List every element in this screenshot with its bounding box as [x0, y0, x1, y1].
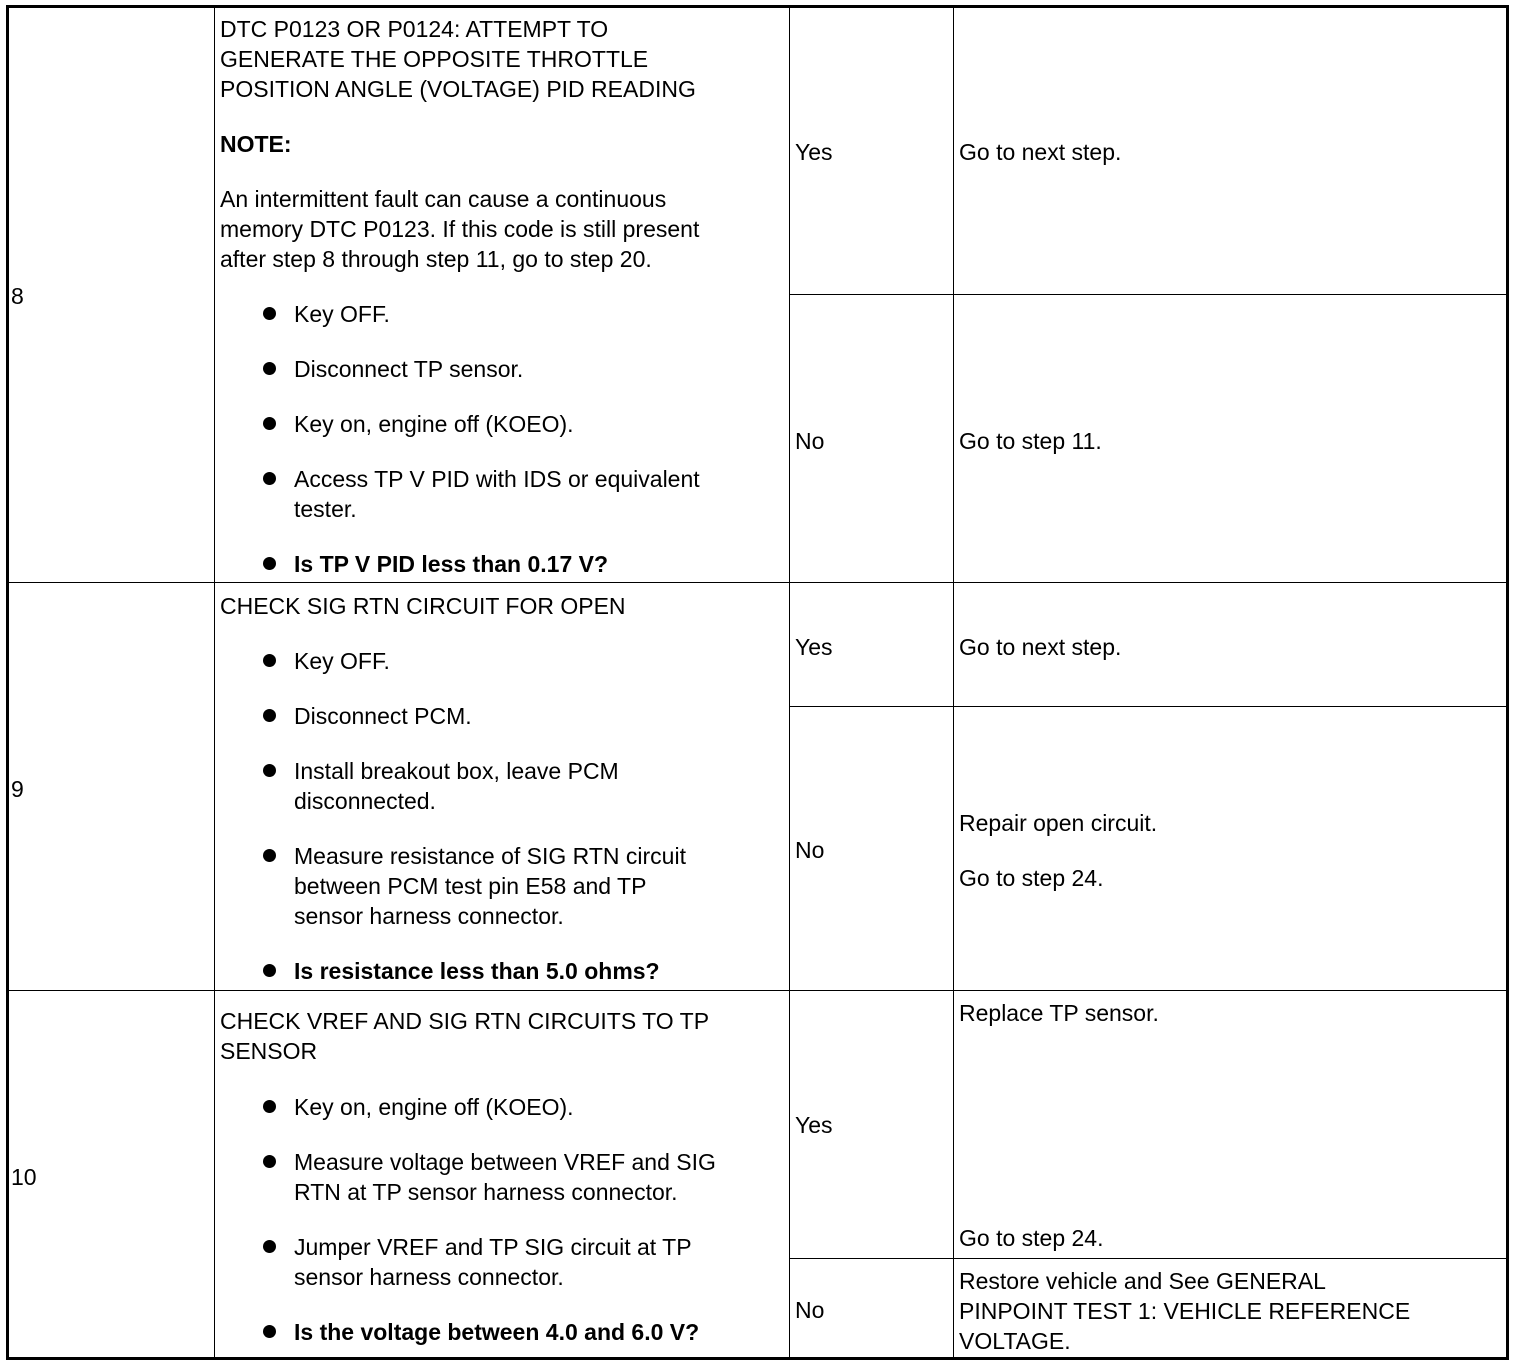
bullet-text: sensor harness connector. — [294, 903, 564, 929]
outcome-text: VOLTAGE. — [959, 1328, 1071, 1354]
bullet-icon — [263, 654, 276, 667]
step-title: CHECK SIG RTN CIRCUIT FOR OPEN — [220, 593, 626, 619]
bullet-icon — [263, 472, 276, 485]
answer-no: No — [795, 428, 825, 454]
outcome-text: Replace TP sensor. — [959, 1000, 1159, 1026]
note-text: An intermittent fault can cause a continuous — [220, 186, 667, 212]
table-border-bottom — [6, 1357, 1509, 1360]
bullet-text: Disconnect TP sensor. — [294, 356, 524, 382]
bullet-icon — [263, 1155, 276, 1168]
bullet-icon — [263, 417, 276, 430]
note-text: memory DTC P0123. If this code is still present — [220, 216, 700, 242]
bullet-text: Measure voltage between VREF and SIG — [294, 1149, 716, 1175]
bullet-icon — [263, 849, 276, 862]
bullet-icon — [263, 1100, 276, 1113]
answer-no: No — [795, 1297, 825, 1323]
table-border-top — [6, 5, 1509, 8]
bullet-text: Key OFF. — [294, 301, 390, 327]
note-label: NOTE: — [220, 131, 292, 157]
result-divider — [789, 294, 1509, 295]
step-title: CHECK VREF AND SIG RTN CIRCUITS TO TP — [220, 1008, 710, 1034]
bullet-text: tester. — [294, 496, 357, 522]
step-title: SENSOR — [220, 1038, 318, 1064]
bullet-icon — [263, 964, 276, 977]
row-divider — [6, 990, 1509, 991]
outcome-text: Go to step 24. — [959, 1225, 1104, 1251]
bullet-text: between PCM test pin E58 and TP — [294, 873, 647, 899]
answer-yes: Yes — [795, 139, 833, 165]
column-divider — [953, 5, 954, 1360]
answer-yes: Yes — [795, 1112, 833, 1138]
bullet-icon — [263, 307, 276, 320]
outcome-text: Go to next step. — [959, 139, 1122, 165]
column-divider — [789, 5, 790, 1360]
bullet-icon — [263, 362, 276, 375]
answer-yes: Yes — [795, 634, 833, 660]
outcome-text: Go to step 11. — [959, 428, 1102, 454]
bullet-text: RTN at TP sensor harness connector. — [294, 1179, 678, 1205]
bullet-text: Install breakout box, leave PCM — [294, 758, 619, 784]
question-text: Is resistance less than 5.0 ohms? — [294, 958, 660, 984]
bullet-icon — [263, 1240, 276, 1253]
outcome-text: Restore vehicle and See GENERAL — [959, 1268, 1326, 1294]
bullet-text: Access TP V PID with IDS or equivalent — [294, 466, 700, 492]
outcome-text: Repair open circuit. — [959, 810, 1158, 836]
bullet-icon — [263, 1325, 276, 1338]
note-text: after step 8 through step 11, go to step 20. — [220, 246, 652, 272]
result-divider — [789, 706, 1509, 707]
outcome-text: PINPOINT TEST 1: VEHICLE REFERENCE — [959, 1298, 1411, 1324]
table-border-left — [6, 5, 9, 1360]
bullet-text: disconnected. — [294, 788, 436, 814]
outcome-text: Go to next step. — [959, 634, 1122, 660]
bullet-icon — [263, 709, 276, 722]
bullet-text: Key on, engine off (KOEO). — [294, 411, 574, 437]
step-title: DTC P0123 OR P0124: ATTEMPT TO — [220, 16, 609, 42]
bullet-text: Key on, engine off (KOEO). — [294, 1094, 574, 1120]
question-text: Is the voltage between 4.0 and 6.0 V? — [294, 1319, 700, 1345]
step-number: 8 — [11, 283, 24, 309]
row-divider — [6, 582, 1509, 583]
bullet-text: Disconnect PCM. — [294, 703, 472, 729]
step-title: POSITION ANGLE (VOLTAGE) PID READING — [220, 76, 696, 102]
bullet-text: Measure resistance of SIG RTN circuit — [294, 843, 686, 869]
bullet-icon — [263, 764, 276, 777]
bullet-text: Jumper VREF and TP SIG circuit at TP — [294, 1234, 692, 1260]
bullet-text: Key OFF. — [294, 648, 390, 674]
bullet-text: sensor harness connector. — [294, 1264, 564, 1290]
outcome-text: Go to step 24. — [959, 865, 1104, 891]
step-number: 9 — [11, 776, 24, 802]
column-divider — [214, 5, 215, 1360]
table-border-right — [1506, 5, 1509, 1360]
step-number: 10 — [11, 1164, 37, 1190]
step-title: GENERATE THE OPPOSITE THROTTLE — [220, 46, 649, 72]
answer-no: No — [795, 837, 825, 863]
question-text: Is TP V PID less than 0.17 V? — [294, 551, 609, 577]
result-divider — [789, 1258, 1509, 1259]
bullet-icon — [263, 557, 276, 570]
